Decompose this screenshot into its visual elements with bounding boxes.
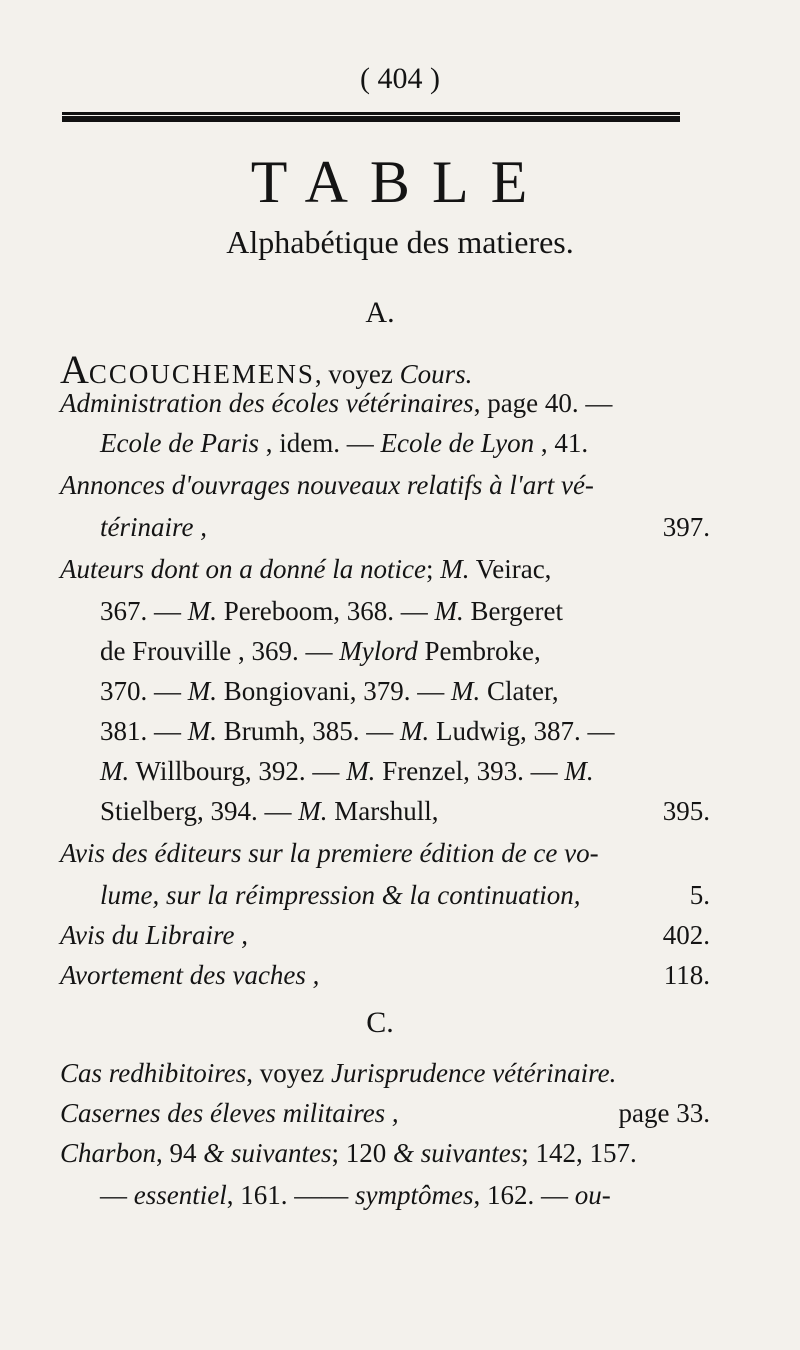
entry-text: Pembroke, — [417, 636, 541, 666]
entry-text: ; 120 — [331, 1138, 394, 1168]
entry-term: Avortement des vaches , — [60, 960, 320, 990]
entry-abbr: M. — [434, 596, 464, 626]
entry-ref: Jurisprudence vétérinaire. — [330, 1058, 617, 1088]
entry-abbr: M. — [187, 676, 217, 706]
entry-term: Avis des éditeurs sur la premiere édition de ce vo- — [60, 838, 599, 868]
entry-text: 367. — — [100, 596, 188, 626]
page-ref: 5. — [689, 880, 710, 910]
entry-text: Veirac, — [469, 554, 552, 584]
index-entry-cont — [100, 428, 710, 468]
entry-abbr: M. — [187, 596, 217, 626]
index-entry — [60, 1058, 710, 1098]
entry-term: Auteurs dont on a donné la notice — [60, 554, 426, 584]
index-entry-cont — [100, 596, 710, 636]
section-letter-a: A. — [365, 296, 395, 329]
entry-term: essentiel — [133, 1180, 227, 1210]
entry-text: Clater, — [480, 676, 559, 706]
entry-text: Brumh, 385. — — [217, 716, 401, 746]
index-entry-cont — [100, 512, 710, 552]
entry-term: Annonces d'ouvrages nouveaux relatifs à l'art vé- — [60, 470, 594, 500]
entry-term: Administration des écoles vétérinaires — [60, 388, 474, 418]
entry-text: Bergeret — [463, 596, 563, 626]
entry-text: Willbourg, 392. — — [129, 756, 347, 786]
entry-text: Ludwig, 387. — — [429, 716, 615, 746]
entry-text: Marshull, — [327, 796, 439, 826]
entry-abbr: Mylord — [339, 636, 418, 666]
entry-text: , voyez — [314, 359, 400, 389]
section-letter-c: C. — [366, 1006, 394, 1039]
index-entry-cont — [100, 1180, 710, 1220]
index-entry — [60, 1138, 710, 1178]
entry-text: Stielberg, 394. — — [100, 796, 299, 826]
entry-term: Charbon — [60, 1138, 157, 1168]
page-title: TABLE — [250, 149, 550, 215]
entry-text: — — [100, 1180, 134, 1210]
entry-text: Frenzel, 393. — — [375, 756, 565, 786]
entry-text: Bongiovani, 379. — — [217, 676, 451, 706]
entry-text: , 161. —— — [226, 1180, 355, 1210]
drop-cap: A — [60, 347, 89, 392]
entry-term: Ecole de Paris — [100, 428, 259, 458]
index-entry — [60, 960, 710, 1000]
index-entry — [60, 554, 710, 594]
entry-abbr: M. — [451, 676, 481, 706]
index-entry — [60, 388, 710, 428]
entry-abbr: M. — [100, 756, 130, 786]
entry-text: , 162. — — [473, 1180, 575, 1210]
index-entry — [60, 346, 710, 392]
entry-term: Ecole de Lyon — [380, 428, 535, 458]
entry-text: ; — [425, 554, 441, 584]
entry-term: lume, sur la réimpression & la continuation, — [100, 880, 581, 910]
entry-text: , 94 — [156, 1138, 204, 1168]
entry-term: Avis du Libraire , — [60, 920, 249, 950]
entry-abbr: M. — [400, 716, 430, 746]
index-entry-cont — [100, 796, 710, 836]
entry-term: Casernes des éleves militaires , — [60, 1098, 399, 1128]
entry-text: 381. — — [100, 716, 188, 746]
page-subtitle: Alphabétique des matieres. — [226, 224, 574, 260]
entry-term: Cas redhibitoires — [60, 1058, 247, 1088]
page-ref: 118. — [663, 960, 710, 990]
index-entry-cont — [100, 676, 710, 716]
entry-text: de Frouville , 369. — — [100, 636, 340, 666]
entry-term: & suivantes — [393, 1138, 522, 1168]
index-entry-cont — [100, 636, 710, 676]
entry-term: & suivantes — [203, 1138, 332, 1168]
page-ref: page 33. — [618, 1098, 710, 1128]
entry-abbr: M. — [440, 554, 470, 584]
index-entry-cont — [100, 716, 710, 756]
index-entry — [60, 920, 710, 960]
entry-term: symptômes — [354, 1180, 474, 1210]
entry-abbr: M. — [298, 796, 328, 826]
index-entry — [60, 470, 710, 510]
entry-text: Pereboom, 368. — — [217, 596, 435, 626]
entry-abbr: M. — [187, 716, 217, 746]
entry-term: CCOUCHEMENS — [88, 359, 315, 389]
entry-text: 370. — — [100, 676, 188, 706]
page-number: ( 404 ) — [360, 62, 440, 95]
index-entry — [60, 838, 710, 878]
header-rule — [62, 112, 680, 122]
entry-abbr: M. — [346, 756, 376, 786]
entry-term: térinaire , — [100, 512, 207, 542]
entry-text: ; 142, 157. — [521, 1138, 637, 1168]
entry-text: , 41. — [534, 428, 589, 458]
entry-text: , page 40. — — [473, 388, 613, 418]
index-entry — [60, 1098, 710, 1138]
page-ref: 402. — [662, 920, 710, 950]
entry-term: ou- — [574, 1180, 611, 1210]
page-ref: 397. — [662, 512, 710, 542]
entry-abbr: M. — [564, 756, 594, 786]
entry-text: , voyez — [246, 1058, 331, 1088]
index-entry-cont — [100, 756, 710, 796]
page-ref: 395. — [662, 796, 710, 826]
index-entry-cont — [100, 880, 710, 920]
entry-text: , idem. — — [258, 428, 381, 458]
entry-ref: Cours. — [399, 359, 473, 389]
